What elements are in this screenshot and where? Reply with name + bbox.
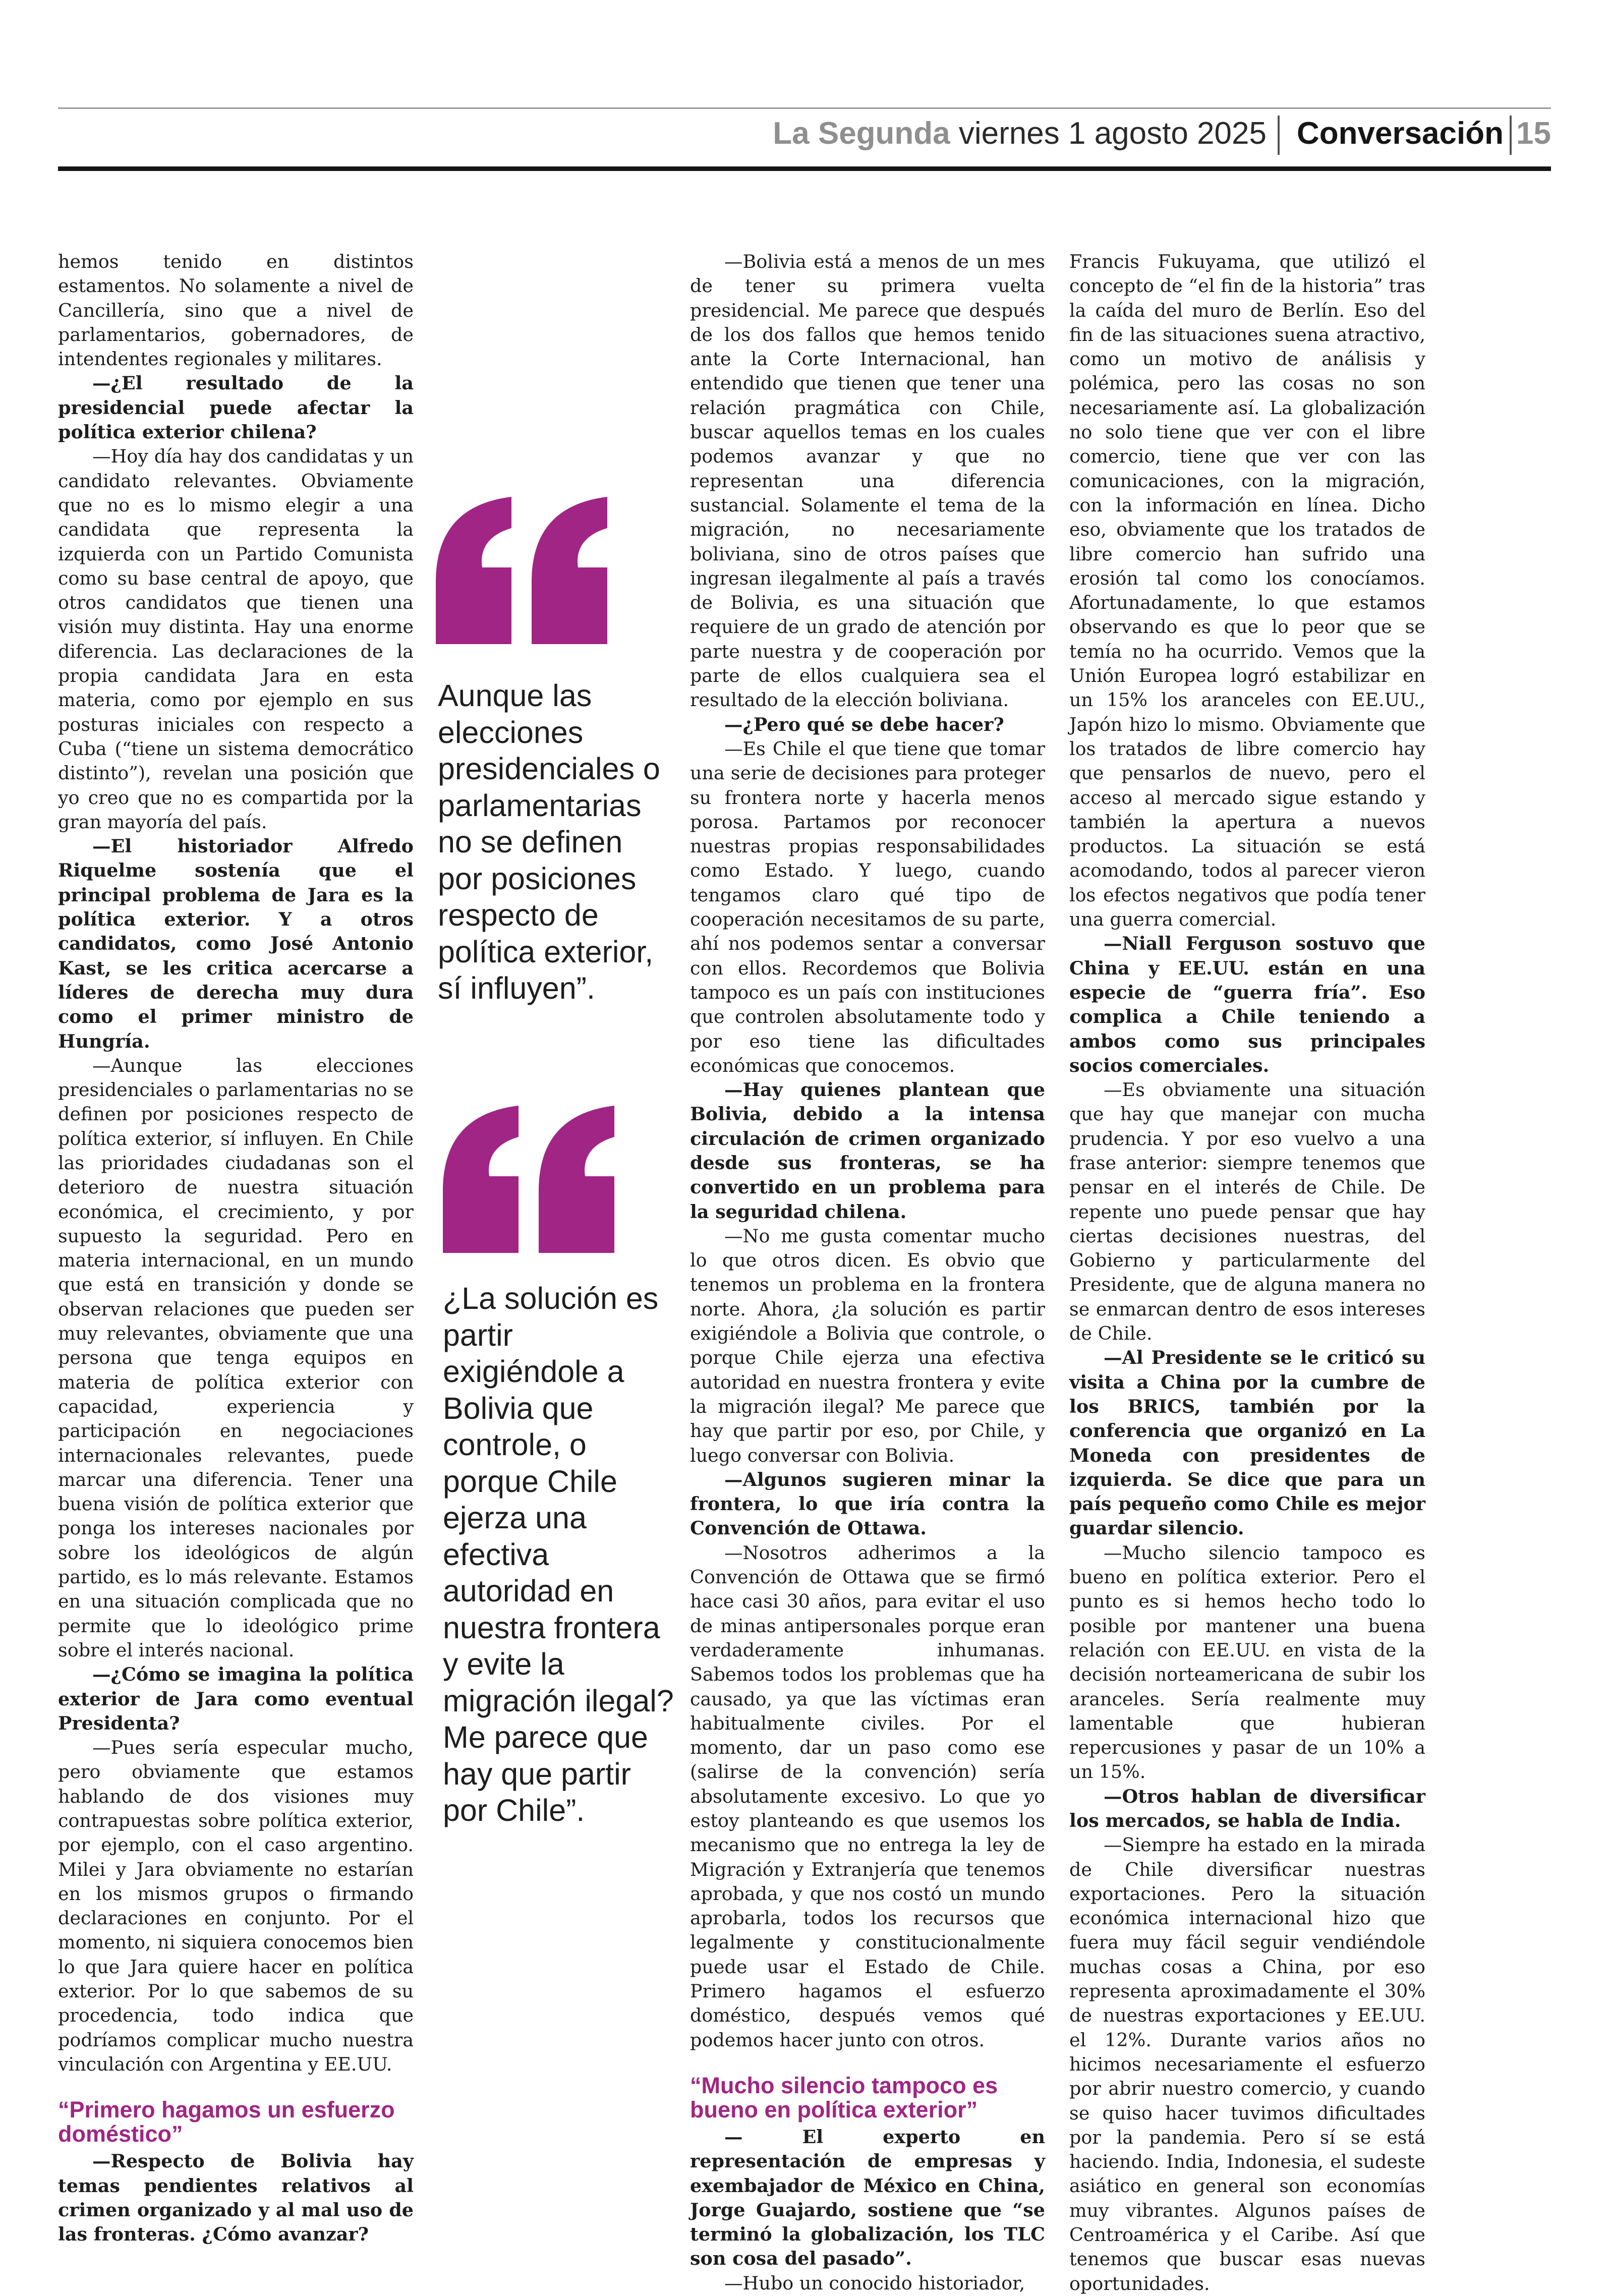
header-rule <box>58 166 1551 171</box>
paragraph: —Aunque las elecciones presidenciales o parlamentarias no se definen por posiciones respecto de política exterior, sí influyen. En Chile las prioridades ciudadanas son el deterioro de nuestra situación económica, el crecimiento, y por supuesto la seguridad. Pero en materia internacional, en un mundo que está en transición y donde se observan relaciones que pueden ser muy relevantes, obviamente que una persona que tenga equipos en materia de política exterior con capacidad, experiencia y participación en negociaciones internacionales relevantes, puede marcar una diferencia. Tener una buena visión de política exterior que ponga los intereses nacionales por sobre los ideológicos de algún partido, es lo más relevante. Estamos en una situación complicada que no permite que lo ideológico prime sobre el interés nacional. <box>58 1054 414 1661</box>
interview-question: —¿Cómo se imagina la política exterior de Jara como eventual Presidenta? <box>58 1663 414 1734</box>
interview-question: —Al Presidente se le criticó su visita a China por la cumbre de los BRICS, también por la conferencia que organizó en La Moneda con presidentes de izquierda. Se dice que para un país pequeño como Chile es mejor guardar silencio. <box>1069 1347 1425 1539</box>
paragraph: —Nosotros adherimos a la Convención de Ottawa que se firmó hace casi 30 años, para evitar el uso de minas antipersonales porque eran verdaderamente inhumanas. Sabemos todos los problemas que ha causado, ya que las víctimas eran habitualmente civiles. Por el momento, dar un paso como ese (salirse de la convención) sería absolutamente excesivo. Lo que yo estoy planteando es que usemos los mecanismo que no entrega la ley de Migración y Extranjería que tenemos aprobada, y que nos costó un mundo aprobarla, todos los recursos que legalmente y constitucionalmente puede usar el Estado de Chile. Primero hagamos el esfuerzo doméstico, después vemos qué podemos hacer junto con otros. <box>690 1541 1045 2051</box>
interview-question: —Hay quienes plantean que Bolivia, debido a la intensa circulación de crimen organizado desde sus fronteras, se ha convertido en un problema para la seguridad chilena. <box>690 1079 1045 1223</box>
interview-question: —¿Pero qué se debe hacer? <box>724 713 1004 735</box>
subheading: “Primero hagamos un esfuerzo doméstico” <box>58 2097 395 2147</box>
interview-question: —El historiador Alfredo Riquelme sostenía que el principal problema de Jara es la política exterior. Y a otros candidatos, como José Antonio Kast, se les critica acercarse a líderes de derecha muy dura como el primer ministro de Hungría. <box>58 835 414 1052</box>
interview-question: —Algunos sugieren minar la frontera, lo que iría contra la Convención de Ottawa. <box>690 1468 1045 1539</box>
paragraph: —Es Chile el que tiene que tomar una serie de decisiones para proteger su frontera norte y hacerla menos porosa. Partamos por reconocer nuestras propias responsabilidades como Estado. Y luego, cuando tengamos claro qué tipo de cooperación necesitamos de su parte, ahí nos podemos sentar a conversar con ellos. Recordemos que Bolivia tampoco es un país con instituciones que controlen absolutamente todo y por eso tiene las dificultades económicas que conocemos. <box>690 737 1045 1076</box>
interview-question: —Respecto de Bolivia hay temas pendientes relativos al crimen organizado y al mal uso de las fronteras. ¿Cómo avanzar? <box>58 2150 414 2246</box>
paragraph: —Hubo un conocido historiador, <box>724 2272 1025 2294</box>
paragraph: —Mucho silencio tampoco es bueno en política exterior. Pero el punto es si hemos hecho todo lo posible por mantener una buena relación con EE.UU. en vista de la decisión norteamericana de subir los aranceles. Sería realmente muy lamentable que hubieran repercusiones y pasar de un 10% a un 15%. <box>1069 1541 1425 1783</box>
paragraph: —Es obviamente una situación que hay que manejar con mucha prudencia. Y por eso vuelvo a una frase anterior: siempre tenemos que pensar en el interés de Chile. De repente uno puede pensar que hay ciertas decisiones nuestras, del Gobierno y particularmente del Presidente, que de alguna manera no se enmarcan dentro de esos intereses de Chile. <box>1069 1079 1425 1345</box>
paragraph: —Pues sería especular mucho, pero obviamente que estamos hablando de dos visiones muy contrapuestas sobre política exterior, por ejemplo, con el caso argentino. Milei y Jara obviamente no estarían en los mismos grupos o firmando declaraciones en conjunto. Por el momento, ni siquiera conocemos bien lo que Jara quiere hacer en política exterior. Por lo que sabemos de su procedencia, todo indica que podríamos complicar mucho nuestra vinculación con Argentina y EE.UU. <box>58 1737 414 2075</box>
article-column-4 <box>1069 250 1425 2294</box>
page-number: 15 <box>1516 116 1551 151</box>
paragraph: Francis Fukuyama, que utilizó el concepto de “el fin de la historia” tras la caída del muro de Berlín. Eso del fin de las situaciones suena atractivo, como un motivo de análisis y polémica, pero las cosas no son necesariamente así. La globalización no solo tiene que ver con el libre comercio, tiene que ver con las comunicaciones, con la migración, con la información en línea. Dicho eso, obviamente que los tratados de libre comercio han sufrido una erosión tal como los conocíamos. Afortunadamente, lo que estamos observando es que lo peor que se temía no ha ocurrido. Vemos que la Unión Europea logró estabilizar en un 15% los aranceles con EE.UU., Japón hizo lo mismo. Obviamente que los tratados de libre comercio hay que pensarlos de nuevo, pero el acceso al mercado sigue estando y también la apertura a nuevos productos. La situación se está acomodando, todos al parecer vieron los efectos negativos que podía tener una guerra comercial. <box>1069 251 1425 931</box>
header-divider <box>1510 116 1512 155</box>
issue-date: viernes 1 agosto 2025 <box>958 116 1267 151</box>
paragraph: —Siempre ha estado en la mirada de Chile diversificar nuestras exportaciones. Pero la situación económica internacional hizo que fuera muy fácil seguir vendiéndole muchas cosas a China, por eso representa aproximadamente el 30% de nuestras exportaciones y EE.UU. el 12%. Durante varios años no hicimos necesariamente el esfuerzo por abrir nuestro comercio, y cuando se quiso hacer tuvimos dificultades por la pandemia. Pero sí se está haciendo. India, Indonesia, el sudeste asiático en general son economías muy vibrantes. Algunos países de Centroamérica y el Caribe. Así que tenemos que buscar esas nuevas oportunidades. <box>1069 1834 1425 2294</box>
newspaper-name: La Segunda <box>773 116 950 151</box>
interview-question: — El experto en representación de empresas y exembajador de México en China, Jorge Guajardo, sostiene que “se terminó la globalización, los TLC son cosa del pasado”. <box>690 2126 1045 2270</box>
open-quote-icon <box>443 1106 614 1253</box>
paragraph: —Bolivia está a menos de un mes de tener su primera vuelta presidencial. Me parece que después de los dos fallos que hemos tenido ante la Corte Internacional, han entendido que tienen que tener una relación pragmática con Chile, buscar aquellos temas en los cuales podemos avanzar y que no representan una diferencia sustancial. Solamente el tema de la migración, no necesariamente boliviana, sino de otros países que ingresan ilegalmente al país a través de Bolivia, es una situación que requiere de un grado de atención por parte nuestra y de cooperación por parte de ellos cualquiera sea el resultado de la elección boliviana. <box>690 251 1045 711</box>
paragraph: hemos tenido en distintos estamentos. No solamente a nivel de Cancillería, sino que a nivel de parlamentarios, gobernadores, de intendentes regionales y militares. <box>58 251 414 370</box>
header-top-line <box>58 107 1551 109</box>
header-masthead <box>773 113 1267 154</box>
article-column-1 <box>58 250 414 2246</box>
interview-question: —Niall Ferguson sostuvo que China y EE.UU. están en una especie de “guerra fría”. Eso complica a Chile teniendo a ambos como sus principales socios comerciales. <box>1069 933 1425 1076</box>
subheading: “Mucho silencio tampoco es bueno en política exterior” <box>690 2072 998 2122</box>
header-divider <box>1278 116 1280 155</box>
paragraph: —No me gusta comentar mucho lo que otros dicen. Es obvio que tenemos un problema en la frontera norte. Ahora, ¿la solución es partir exigiéndole a Bolivia que controle, o porque Chile ejerza una efectiva autoridad en nuestra frontera y evite la migración ilegal? Me parece que hay que partir por eso, por Chile, y luego conversar con Bolivia. <box>690 1225 1045 1466</box>
page-header <box>58 113 1551 164</box>
pull-quote: ¿La solución es partir exigiéndole a Bolivia que controle, o porque Chile ejerza una efectiva autoridad en nuestra frontera y evite la migración ilegal? Me parece que hay que partir por Chile”. <box>443 1281 674 1827</box>
pull-quote: Aunque las elecciones presidenciales o parlamentarias no se definen por posiciones respecto de política exterior, sí influyen”. <box>438 678 660 1005</box>
interview-question: —¿El resultado de la presidencial puede afectar la política exterior chilena? <box>58 372 414 443</box>
open-quote-icon <box>436 497 607 644</box>
article-column-3 <box>690 250 1045 2294</box>
interview-question: —Otros hablan de diversificar los mercados, se habla de India. <box>1069 1785 1425 1831</box>
paragraph: —Hoy día hay dos candidatas y un candidato relevantes. Obviamente que no es lo mismo elegir a una candidata que representa la izquierda con un Partido Comunista como su base central de apoyo, que otros candidatos que tienen una visión muy distinta. Hay una enorme diferencia. Las declaraciones de la propia candidata Jara en esta materia, como por ejemplo en sus posturas iniciales con respecto a Cuba (“tiene un sistema democrático distinto”), revelan una posición que yo creo que no es compartida por la gran mayoría del país. <box>58 445 414 833</box>
section-name: Conversación <box>1296 116 1504 151</box>
